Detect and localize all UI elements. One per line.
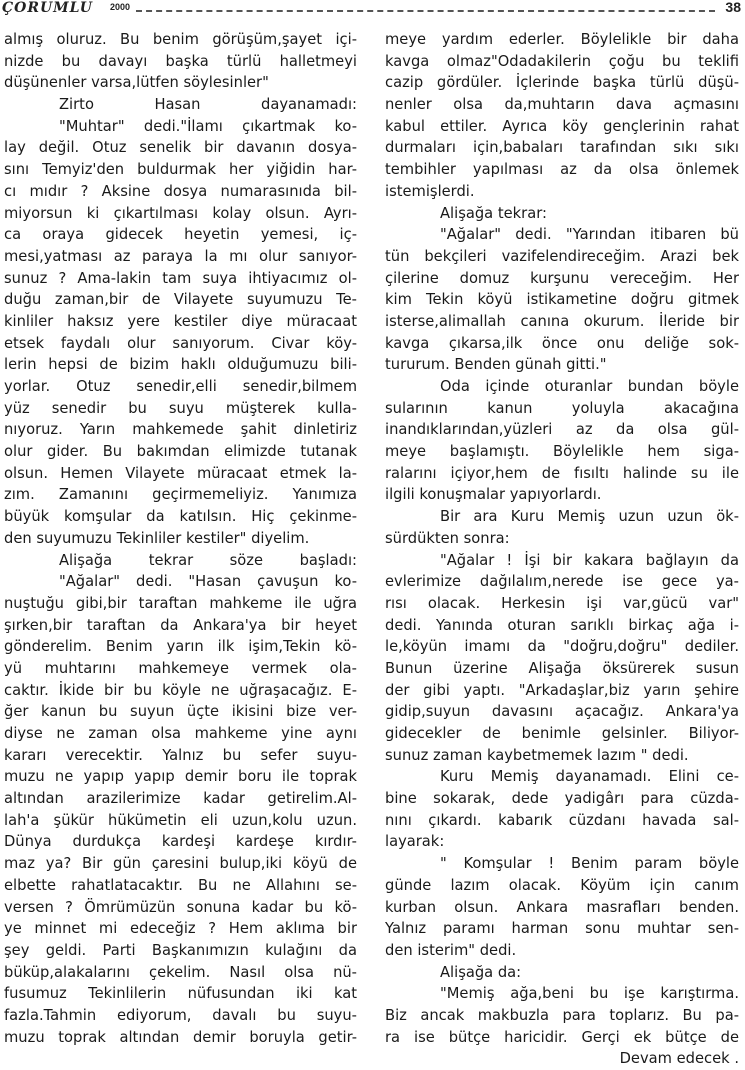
text-line: Kuru Memiş dayanamadı. Elini ce- [440,768,739,786]
text-line: Bunun üzerine Alişağa öksürerek susun [385,659,739,677]
text-line: "Ağalar ! İşi bir kakara bağlayın da [440,551,739,569]
text-line: lay değil. Otuz senelik bir davanın dosya- [4,139,357,157]
text-line: Alişağa tekrar: [440,204,547,222]
text-line: meye yardım ederler. Böylelikle bir daha [385,31,739,48]
text-line: kararı verecektir. Yalnız bu sefer suyu- [4,746,357,764]
text-line: yü muhtarını mahkemeye vermek ola- [4,659,357,677]
magazine-logo: ÇORUMLU [2,0,93,16]
text-line: isterse,alimallah canına okurum. İleride bir [385,312,739,330]
text-line: cazip gördüler. İçlerinde başka türlü düşü- [385,74,739,92]
text-line: "Muhtar" dedi."İlamı çıkartmak ko- [59,117,357,135]
text-line: caktır. İkide bir bu köyle ne uğraşacağız. E- [4,681,357,699]
text-line: "Memiş ağa,beni bu işe karıştırma. [440,985,739,1003]
text-line: elbette rahatlatacaktır. Bu ne Allahını se- [4,876,357,894]
text-line: kim Tekin köyü istikametine doğru gitmek [385,291,739,309]
text-line: maz ya? Bir gün çaresini bulup,iki köyü de [4,855,357,873]
text-line: Oda içinde oturanlar bundan böyle [440,378,739,395]
text-column-left [4,29,357,1048]
text-line: Biz ancak makbuzla para toplarız. Bu pa- [385,1006,739,1024]
text-line: çilerine domuz kurşunu vereceğim. Her [385,269,739,287]
text-line: fazla.Tahmin ediyorum, davalı bu suyu- [4,1006,357,1024]
text-line: lah'a şükür hükümetin eli uzun,kolu uzun. [4,811,357,829]
text-line: mesi,yatması az paraya la mı olur sanıyor- [4,247,357,265]
text-line: nizde bu davayı başka türlü halletmeyi [4,52,357,70]
text-line: kavga olmaz"Odadakilerin çoğu bu teklifi [385,52,739,70]
text-line: nını çıkardı. kabarık cüzdanı havada sal- [385,811,739,829]
header-dashed-rule [136,10,715,12]
text-line: inandıklarından,yüzleri az da olsa gül- [385,421,739,439]
text-line: etsek faydalı olur sanıyorum. Civar köy- [4,334,357,352]
text-line: ilgili konuşmalar yapıyorlardı. [385,486,602,504]
text-line: diyse ne zaman olsa mahkeme yine aynı [4,725,357,742]
text-line: günde lazım olacak. Köyüm için canım [385,876,739,894]
text-line: sürdükten sonra: [385,529,510,547]
page-header [2,0,743,22]
text-line: meye başlamıştı. Böylelikle hem siga- [385,443,739,461]
text-line: Yalnız paramı harman sonu muhtar sen- [385,920,739,938]
text-line: düşünenler varsa,lütfen söylesinler" [4,74,269,92]
text-line: kabul ettiler. Ayrıca köy gençlerinin rahat [385,117,739,135]
text-line: olur gider. Bu bakımdan elimizde tutanak [4,443,357,461]
text-line: bine sokarak, dede yadigârı para cüzda- [385,790,739,808]
text-line: cı mıdır ? Aksine dosya numarasınıda bil- [4,182,357,200]
text-line: ra ise bütçe haricidir. Gerçi ek bütçe de [385,1028,739,1046]
text-line: Alişağa tekrar söze başladı: [59,551,357,569]
text-line: sunuz ? Ama-lakin tam suya ihtiyacımız ol- [4,269,357,287]
text-line: olsun. Hemen Vilayete müracaat etmek la- [4,464,357,482]
text-line: den suyumuzu Tekinliler kestiler" diyelim. [4,529,310,547]
text-line: şırken,bir taraftan da Ankara'ya bir heyet [4,616,357,634]
text-line: ralarını içiyor,hem de fısıltı halinde su ile [385,464,739,482]
issue-year: 2000 [110,2,131,12]
text-line: almış oluruz. Bu benim görüşüm,şayet içi- [4,31,357,48]
text-line: fusumuz Tekinlilerin nüfusundan iki kat [4,985,357,1003]
text-line: tururum. Benden günah gitti." [385,356,607,374]
text-line: yorlar. Otuz senedir,elli senedir,bilmem [4,378,357,395]
text-line: tün bekçileri vazifelendireceğim. Arazi bek [385,247,739,265]
text-line: Bir ara Kuru Memiş uzun uzun ök- [440,508,739,526]
text-column-right [385,29,739,1070]
text-line: miyorsun ki çıkartılması kolay olsun. Ayrı- [4,204,357,222]
text-line: altından arazilerimize kadar getirelim.Al- [4,790,357,808]
text-line: sını Temyiz'den buldurmak her yiğidin har- [4,161,357,179]
text-line: kurban olsun. Ankara masrafları benden. [385,898,739,916]
text-line: lerin hepsi de bizim haklı olduğumuzu bili- [4,356,357,374]
text-line: dedi. Yanında oturan sarıklı birkaç ağa i- [385,616,739,634]
text-line: rısı olacak. Herkesin işi var,gücü var" [385,594,739,612]
text-line: ca oraya gidecek heyetin yemesi, iç- [4,226,357,244]
text-line: büküp,alakalarını çekelim. Nasıl olsa nü- [4,963,357,981]
text-line: le,köyün imamı da "doğru,doğru" dediler. [385,638,739,656]
text-line: nenler olsa da,muhtarın dava açmasını [385,96,739,114]
text-line: istemişlerdi. [385,182,475,200]
text-line: muzu ne yapıp yapıp demir boru ile toprak [4,768,357,786]
page-number: 38 [725,0,741,15]
text-line: Dünya durdukça kardeşi kardeşe kırdır- [4,833,357,851]
text-line: sunuz zaman kaybetmemek lazım " dedi. [385,746,689,764]
text-line: gönderelim. Benim yarın ilk işim,Tekin kö- [4,638,357,656]
text-line: "Ağalar" dedi. "Hasan çavuşun ko- [59,573,357,591]
text-line: "Ağalar" dedi. "Yarından itibaren bü [440,226,739,244]
text-line: büyük komşular da katılsın. Hiç çekinme- [4,508,357,526]
text-line: ğer kanun bu suyun üçte ikisini bize ver- [4,703,357,721]
text-line: der gibi yaptı. "Arkadaşlar,biz yarın şehire [385,681,739,699]
text-line: muzu toprak altından demir boruyla getir- [4,1028,357,1046]
text-line: layarak: [385,833,445,851]
text-line: nuştuğu gibi,bir taraftan mahkeme ile uğra [4,594,357,612]
text-line: zım. Zamanını geçirmemeliyiz. Yanımıza [4,486,357,504]
text-line: den isterim" dedi. [385,941,517,959]
text-line: Zirto Hasan dayanamadı: [59,96,357,114]
text-line: durmaları için,babaları tarafından sıkı sıkı [385,139,739,157]
text-line: nıyoruz. Yarın mahkemede şahit dinletiriz [4,421,357,439]
text-line: yüz senedir bu suyu müşterek kulla- [4,399,357,417]
text-line: kavga çıkarsa,ilk önce onu deliğe sok- [385,334,739,352]
text-line: gidip,suyun davasını açacağız. Ankara'ya [385,703,739,721]
text-line: kinliler haksız yere kestiler diye müracaat [4,312,357,330]
text-line: şey geldi. Parti Başkanımızın kulağını da [4,941,357,959]
text-line: evlerimize dağılalım,nerede ise gece ya- [385,573,739,591]
continuation-note: Devam edecek . [619,1050,739,1068]
text-line: ye minnet mi edeceğiz ? Hem aklıma bir [4,920,357,938]
text-line: sularının kanun yoluyla akacağına [385,399,739,417]
text-line: Alişağa da: [440,963,522,981]
text-line: tembihler yapılması az da olsa önlemek [385,161,739,179]
text-line: gidecekler de benimle gelsinler. Biliyor- [385,725,739,742]
text-line: " Komşular ! Benim param böyle [440,855,739,873]
text-line: duğu zaman,bir de Vilayete suyumuzu Te- [4,291,357,309]
text-line: versen ? Ömrümüzün sonuna kadar bu kö- [4,898,357,916]
